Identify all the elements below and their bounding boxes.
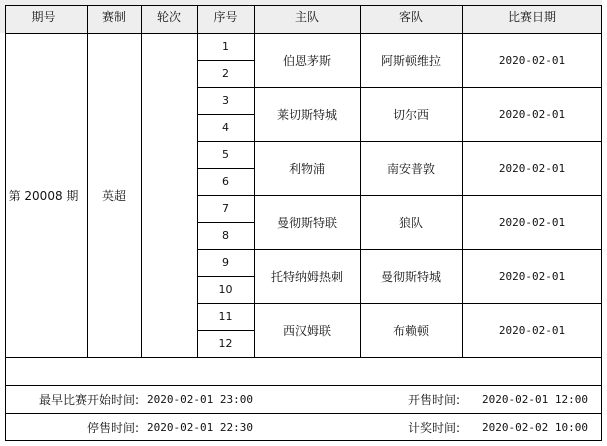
home-team: 利物浦	[288, 161, 325, 176]
award-time-label: 计奖时间:	[407, 420, 460, 435]
home-team: 曼彻斯特联	[276, 215, 337, 230]
row-divider	[5, 357, 602, 358]
row-divider	[197, 87, 602, 88]
header-index: 序号	[197, 0, 254, 33]
home-team: 伯恩茅斯	[282, 53, 331, 68]
competition-value: 英超	[101, 188, 126, 203]
sale-close-label: 停售时间:	[86, 420, 139, 435]
away-team: 阿斯顿维拉	[380, 53, 441, 68]
row-divider	[5, 385, 602, 386]
index-cell: 9	[222, 256, 229, 269]
column-divider	[87, 5, 88, 357]
column-divider	[141, 5, 142, 357]
away-team: 布赖顿	[392, 323, 429, 338]
earliest-start-label: 最早比赛开始时间:	[38, 392, 139, 407]
sale-open-label: 开售时间:	[407, 392, 460, 407]
award-time-value: 2020-02-02 10:00	[482, 420, 588, 434]
match-date: 2020-02-01	[498, 215, 566, 229]
header-competition: 赛制	[87, 0, 141, 33]
index-cell: 10	[218, 283, 233, 296]
row-divider	[197, 303, 602, 304]
header-period: 期号	[0, 0, 87, 33]
away-team: 曼彻斯特城	[380, 269, 441, 284]
header-away: 客队	[360, 0, 462, 33]
header-divider	[5, 33, 602, 34]
index-cell: 2	[222, 67, 229, 80]
header-match-date: 比赛日期	[462, 0, 602, 33]
row-divider	[197, 60, 254, 61]
column-divider	[462, 5, 463, 357]
table-border-top	[5, 5, 602, 6]
row-divider	[197, 114, 254, 115]
period-value: 第 20008 期	[8, 188, 79, 203]
index-cell: 5	[222, 148, 229, 161]
column-divider	[360, 5, 361, 357]
home-team: 托特纳姆热刺	[270, 269, 343, 284]
index-cell: 8	[222, 229, 229, 242]
column-divider	[197, 5, 198, 357]
index-cell: 6	[222, 175, 229, 188]
match-date: 2020-02-01	[498, 53, 566, 67]
sale-close-value: 2020-02-01 22:30	[147, 420, 253, 434]
table-border-right	[601, 5, 602, 441]
away-team: 南安普敦	[386, 161, 435, 176]
round-value	[141, 33, 197, 357]
row-divider	[197, 330, 254, 331]
table-border-bottom	[5, 440, 602, 441]
home-team: 莱切斯特城	[276, 107, 337, 122]
match-date: 2020-02-01	[498, 269, 566, 283]
index-cell: 3	[222, 94, 229, 107]
index-cell: 1	[222, 40, 229, 53]
index-cell: 12	[218, 337, 233, 350]
match-date: 2020-02-01	[498, 323, 566, 337]
earliest-start-value: 2020-02-01 23:00	[147, 392, 253, 406]
away-team: 切尔西	[392, 107, 429, 122]
row-divider	[5, 413, 602, 414]
header-home: 主队	[254, 0, 360, 33]
sale-open-value: 2020-02-01 12:00	[482, 392, 588, 406]
row-divider	[197, 141, 602, 142]
away-team: 狼队	[398, 215, 423, 230]
row-divider	[197, 276, 254, 277]
home-team: 西汉姆联	[282, 323, 331, 338]
table-border-left	[5, 5, 6, 441]
row-divider	[197, 168, 254, 169]
match-date: 2020-02-01	[498, 161, 566, 175]
row-divider	[197, 249, 602, 250]
column-divider	[254, 5, 255, 357]
index-cell: 4	[222, 121, 229, 134]
row-divider	[197, 195, 602, 196]
row-divider	[197, 222, 254, 223]
match-date: 2020-02-01	[498, 107, 566, 121]
index-cell: 7	[222, 202, 229, 215]
header-round: 轮次	[141, 0, 197, 33]
index-cell: 11	[218, 310, 233, 323]
